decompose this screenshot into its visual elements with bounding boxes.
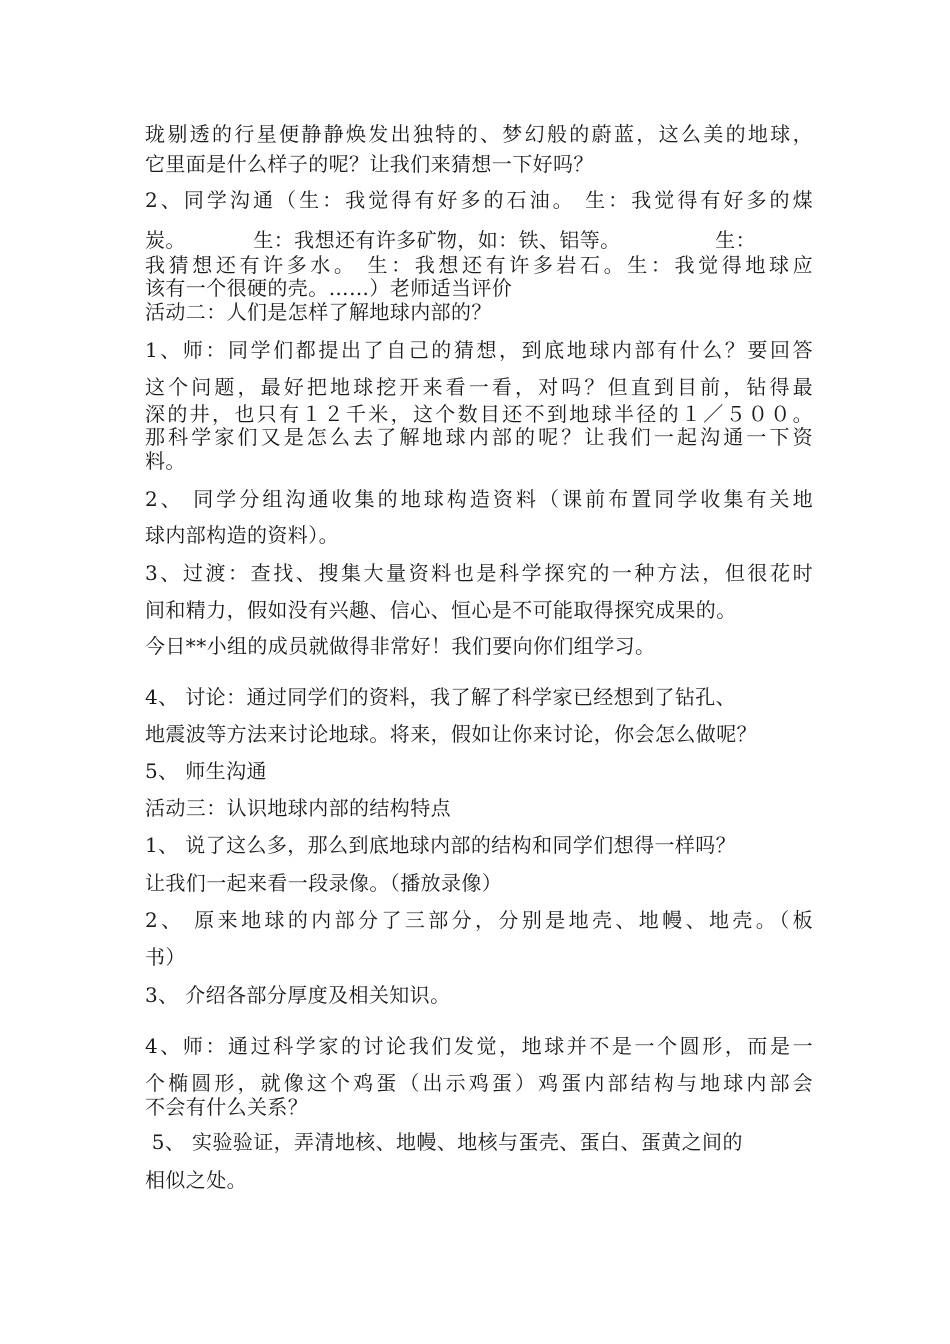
text-line: 3、 介绍各部分厚度及相关知识。 xyxy=(145,983,451,1007)
text-line: 1、 说了这么多，那么到底地球内部的结构和同学们想得一样吗？ xyxy=(145,833,737,857)
text-line: 那科学家们又是怎么去了解地球内部的呢？让我们一起沟通一下资 xyxy=(145,425,813,449)
text-line: 让我们一起来看一段录像。（播放录像） xyxy=(145,871,503,895)
text-line: 球内部构造的资料）。 xyxy=(145,523,339,547)
text-line: 书） xyxy=(145,945,186,969)
text-line: 地震波等方法来讨论地球。将来，假如让你来讨论，你会怎么做呢？ xyxy=(145,722,757,746)
text-line: 不会有什么关系？ xyxy=(145,1095,309,1119)
text-line: 2、同学沟通（生：我觉得有好多的石油。 生：我觉得有好多的煤 xyxy=(145,188,813,212)
text-line: 该有一个很硬的壳。……）老师适当评价 xyxy=(145,276,513,300)
text-line: 料。 xyxy=(145,449,186,473)
section-heading: 活动三：认识地球内部的结构特点 xyxy=(145,796,451,820)
text-line: 相似之处。 xyxy=(145,1168,247,1192)
text-line: 5、 师生沟通 xyxy=(145,759,267,783)
text-line: 4、 讨论：通过同学们的资料，我了解了科学家已经想到了钻孔、 xyxy=(145,685,737,709)
text-line: 1、师：同学们都提出了自己的猜想，到底地球内部有什么？要回答 xyxy=(145,338,813,362)
text-line: 炭。 生：我想还有许多矿物，如：铁、铝等。 生： xyxy=(145,228,756,252)
text-line: 它里面是什么样子的呢？让我们来猜想一下好吗？ xyxy=(145,152,594,176)
text-line: 2、 原来地球的内部分了三部分，分别是地壳、地幔、地壳。（板 xyxy=(145,908,813,932)
text-line: 4、师：通过科学家的讨论我们发觉，地球并不是一个圆形，而是一 xyxy=(145,1034,813,1058)
text-line: 珑剔透的行星便静静焕发出独特的、梦幻般的蔚蓝，这么美的地球， xyxy=(145,122,813,146)
text-line: 这个问题，最好把地球挖开来看一看，对吗？但直到目前，钻得最 xyxy=(145,375,813,399)
text-line: 间和精力，假如没有兴趣、信心、恒心是不可能取得探究成果的。 xyxy=(145,598,737,622)
section-heading: 活动二：人们是怎样了解地球内部的？ xyxy=(145,300,492,324)
text-line: 3、过渡：查找、搜集大量资料也是科学探究的一种方法，但很花时 xyxy=(145,561,813,585)
text-line: 今日**小组的成员就做得非常好！我们要向你们组学习。 xyxy=(145,634,656,658)
text-line: 5、 实验验证，弄清地核、地幔、地核与蛋壳、蛋白、蛋黄之间的 xyxy=(145,1130,743,1154)
text-line: 深的井，也只有１２千米，这个数目还不到地球半径的１／５００。 xyxy=(145,402,813,426)
text-line: 2、 同学分组沟通收集的地球构造资料（课前布置同学收集有关地 xyxy=(145,487,813,511)
text-line: 个椭圆形，就像这个鸡蛋（出示鸡蛋）鸡蛋内部结构与地球内部会 xyxy=(145,1071,813,1095)
text-line: 我猜想还有许多水。 生：我想还有许多岩石。生：我觉得地球应 xyxy=(145,253,813,277)
